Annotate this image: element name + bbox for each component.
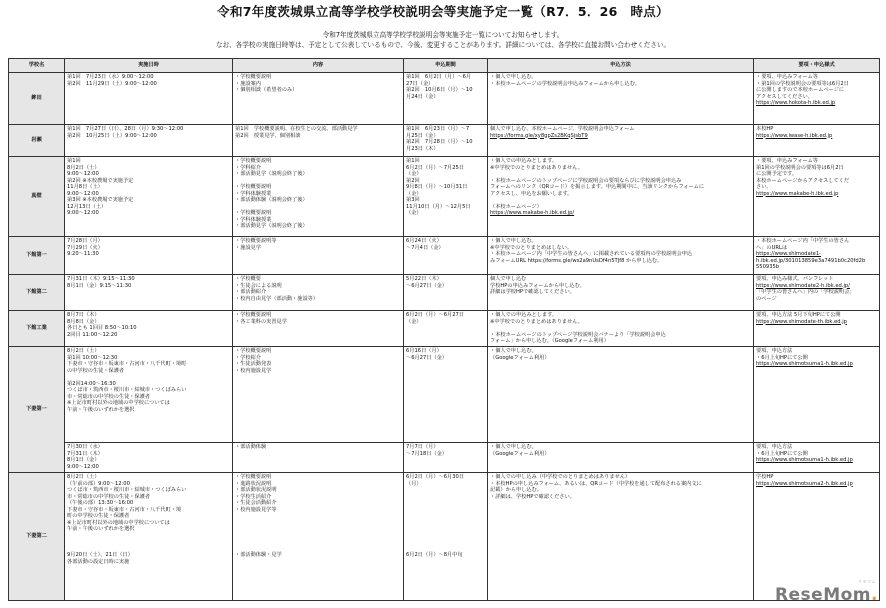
datetime-cell <box>65 311 233 347</box>
method-line: ・本校HPの申し込みフォーム、あるいは、QRコード（中学校を通して配布される案内文に <box>490 480 702 487</box>
method-line: ・本校ホームページの学校説明会申込みフォームから申し込む。 <box>490 80 641 87</box>
method-line: 学校HPの申込みフォームから申し込む。 <box>490 282 585 289</box>
forms-line[interactable]: https://www.shimotsuma1-h.ibk.ed.jp <box>756 457 853 463</box>
forms-line: 学校HP <box>756 474 774 480</box>
method-line: ・個人での申し込み（中学校でのとりまとめはありません） <box>490 474 631 480</box>
content-cell <box>233 473 404 601</box>
datetime-line: （午前の部）9:00～12:00 <box>67 480 130 487</box>
datetime-line: 各日とも 1回目 8:50～10:10 <box>67 325 137 331</box>
period-line: 第1回 <box>406 158 420 164</box>
period-line: （金） <box>406 190 422 197</box>
method-line: ・本校ホームページ内「中学生の皆さんへ」に掲載されている要項内の学校説明会申込 <box>490 251 693 257</box>
content-line: ・進路状況説明 <box>235 480 272 487</box>
method-cell <box>488 237 754 275</box>
table-row <box>9 443 880 473</box>
period-line: （金） <box>406 210 422 216</box>
datetime-line: 町の中学校の生徒・保護者 <box>67 513 130 519</box>
period-line: 第3回 <box>406 197 420 203</box>
content-line: ・学校生活紹介 <box>235 493 272 500</box>
method-line: （Googleフォーム利用） <box>490 450 550 457</box>
content-cell <box>233 443 404 473</box>
table-body <box>9 73 880 601</box>
method-line: ・個人で申し込む。 <box>490 238 537 244</box>
forms-line[interactable]: https://www.shimodate1- <box>756 251 822 257</box>
page-title: 令和7年度茨城県立高等学校学校説明会等実施予定一覧（R7．5．26 時点） <box>217 4 669 19</box>
period-line: 月25日（金） <box>406 132 439 139</box>
table-row <box>9 73 880 125</box>
content-line: ・部活動見学（説明会終了後） <box>235 171 308 177</box>
period-cell <box>404 157 488 237</box>
method-cell <box>488 275 754 311</box>
datetime-line: 8月8日（金） <box>67 318 100 325</box>
content-line: ・学校概要説明 <box>235 210 272 216</box>
datetime-line: 9月20日（土）、21日（日） <box>67 552 133 558</box>
table-row <box>9 473 880 601</box>
datetime-line: の中学校の生徒・保護者 <box>67 367 125 374</box>
forms-line: に公開しますので本校ホームページに <box>756 87 845 93</box>
content-line: ・学校概要 <box>235 276 261 282</box>
forms-line[interactable]: https://www.shimodate2-h.ibk.ed.jp/ <box>756 282 850 289</box>
content-line: ・学校概要説明等 <box>235 238 277 244</box>
intro-line: なお、各学校の実施日時等は、予定として公表しているもので、今後、変更することがあります。詳細については、各学校に直接お問い合わせください。 <box>215 41 671 49</box>
forms-cell <box>754 347 880 443</box>
period-line: 9月8日（月）～10月31日 <box>406 184 468 190</box>
content-line: ・部活動体験・見学 <box>235 552 282 558</box>
datetime-line: 第2回14:00～16:30 <box>67 380 116 387</box>
datetime-line: 下妻市・守谷市・坂東市・古河市・八千代町・境 <box>67 506 182 513</box>
datetime-line: つくば市・筑西市・桜川市・結城市・つくばみらい <box>67 487 187 493</box>
table-row <box>9 347 880 443</box>
period-cell <box>404 347 488 443</box>
forms-line: ・6月上旬HPにて公開 <box>756 450 808 457</box>
method-line: ※中学校でのとりまとめはありません。 <box>490 318 583 325</box>
forms-cell <box>754 73 880 125</box>
forms-line: h.ibk.ed.jp/301013859e3a7491b0c20fd2b <box>756 257 866 264</box>
method-line: ・個人で申し込む。 <box>490 444 537 450</box>
period-line: 第2回 10月6日（月）～10 <box>406 87 473 93</box>
table-row <box>9 237 880 275</box>
datetime-line: 11月8日（土） <box>67 184 103 190</box>
header-method: 申込方法 <box>488 59 754 73</box>
datetime-line: 第2回 10月25日（土）9:00～12:00 <box>67 132 157 139</box>
period-line: 6月24日（火） <box>406 238 442 244</box>
method-line: 個人で申し込む。本校ホームページ、学校説明会申込フォーム <box>490 126 635 132</box>
content-line: ・学校概要説明 <box>235 74 272 80</box>
method-line: ・詳細は、学校HPで確認ください。 <box>490 493 575 500</box>
method-line: 記載）から申し込む。 <box>490 487 542 493</box>
content-line: ・学校概要説明 <box>235 312 272 318</box>
forms-cell <box>754 125 880 157</box>
period-line: ～7月18日（金） <box>406 450 448 457</box>
table-header-row <box>9 59 880 73</box>
forms-line[interactable]: https://www.shimotsuma2-h.ibk.ed.jp <box>756 480 853 487</box>
datetime-line: 9:00～12:00 <box>67 171 99 177</box>
content-line: ・学校概要説明 <box>235 474 272 480</box>
forms-line: 第1回の学校説明会の要項等は6月2日 <box>756 164 844 171</box>
table-row <box>9 157 880 237</box>
intro-text <box>0 30 886 50</box>
period-cell <box>404 311 488 347</box>
datetime-line: 第1回 <box>67 158 81 164</box>
period-line: （金） <box>406 318 422 325</box>
content-line: ・生徒活動発表 <box>235 361 272 367</box>
forms-line: ・第1回の学校説明会の要項等は6月2日 <box>756 80 849 87</box>
datetime-line: 8月7日（木） <box>67 312 100 318</box>
school-name-cell: 下妻第二 <box>9 473 65 601</box>
forms-cell <box>754 275 880 311</box>
method-line: フォーム」から申し込む。（Googleフォーム利用） <box>490 338 609 344</box>
datetime-cell <box>65 347 233 443</box>
method-line: （本校ホームページ） <box>490 203 542 210</box>
period-line: 7月7日（月） <box>406 444 439 450</box>
forms-line[interactable]: https://www.makabe-h.ibk.ed.jp <box>756 190 839 197</box>
forms-line: ・本校ホームページ内「中学生の皆さん <box>756 238 850 244</box>
method-line: ※中学校でのとりまとめはしない。 <box>490 244 573 251</box>
content-cell <box>233 275 404 311</box>
forms-line: ・要項、申込みフォーム等 <box>756 158 818 164</box>
content-cell <box>233 73 404 125</box>
method-line: ・本校ホームページのトップページ学校説明会バナーより「学校説明会申込 <box>490 331 666 338</box>
datetime-line: 9:00～12:00 <box>67 463 99 470</box>
datetime-line: 7月31日（木） <box>67 450 103 457</box>
period-line: 6月2日（月）～6月27日 <box>406 312 465 318</box>
content-line: ・校内自由見学（部活動・施設等） <box>235 295 319 302</box>
method-line: ・本校ホームページのトップページに学校説明会の要項ならびに学校説明会申込み <box>490 177 682 184</box>
datetime-line: 7月28日（月） <box>67 238 103 244</box>
table-row <box>9 275 880 311</box>
datetime-cell <box>65 473 233 601</box>
content-line: ・生徒会活動紹介 <box>235 500 277 506</box>
datetime-line: 午前・午後のいずれかを選択 <box>67 526 135 532</box>
school-name-cell: 岩瀬 <box>9 125 65 157</box>
content-line: ・校内施設見学 <box>235 367 272 374</box>
forms-cell <box>754 157 880 237</box>
content-cell <box>233 237 404 275</box>
period-cell <box>404 237 488 275</box>
logo-dot: . <box>871 585 878 605</box>
method-cell <box>488 73 754 125</box>
forms-cell <box>754 237 880 275</box>
datetime-line: 12月13日（土） <box>67 203 107 210</box>
content-line: ・部活動体験（説明会終了後） <box>235 197 308 203</box>
school-name-cell: 真壁 <box>9 157 65 237</box>
datetime-cell <box>65 73 233 125</box>
forms-line[interactable]: https://www.shimodate-th.ibk.ed.jp <box>756 318 847 325</box>
resemom-logo <box>774 579 878 605</box>
datetime-line: 午前・午後のいずれかを選択 <box>67 406 135 413</box>
forms-line: 要項、申込方法 <box>756 444 793 450</box>
datetime-line: 9:00～12:00 <box>67 210 99 216</box>
content-line: ・学校概要説明 <box>235 184 272 190</box>
forms-line: ・要項、申込みフォーム等 <box>756 74 818 80</box>
method-line: フォームへのリンク（QRコード）を掲示します。申込期間中に、当該リンクからフォームに <box>490 184 705 190</box>
datetime-line: 7月29日（火） <box>67 244 103 251</box>
forms-line: ・6月上旬HPにて公開 <box>756 354 808 361</box>
datetime-line: 市・常総市の中学校の生徒・保護者 <box>67 493 151 500</box>
period-line: 第1回 6月2日（月）～6月 <box>406 74 472 80</box>
content-line: 第1回 学校概要説明、在校生との交流、部活動見学 <box>235 126 358 132</box>
content-line: 第2回 授業見学、個別相談 <box>235 132 301 139</box>
datetime-line: つくば市・筑西市・桜川市・結城市・つくばみらい <box>67 387 187 393</box>
method-line: ・個人で申し込む。 <box>490 348 537 354</box>
datetime-line: 第1回 10:00～12:30 <box>67 354 118 361</box>
content-line: ・施設見学 <box>235 244 261 251</box>
datetime-line: 7月30日（水） <box>67 444 103 450</box>
forms-line: 要項、申込方法 <box>756 348 793 354</box>
forms-line: アクセスしてください。 <box>756 93 813 100</box>
datetime-line: 下妻市・守谷市・坂東市・古河市・八千代町・境町 <box>67 361 187 367</box>
period-cell <box>404 73 488 125</box>
content-line: ・部活動見学（説明会終了後） <box>235 223 308 229</box>
period-line: 27日（金） <box>406 80 434 87</box>
datetime-line: ※上記市町村以外の地域の中学校については <box>67 400 170 406</box>
school-name-cell: 下妻第一 <box>9 347 65 473</box>
forms-line[interactable]: https://www.hokota-h.ibk.ed.jp <box>756 100 836 106</box>
datetime-line: 8月2日（土） <box>67 164 100 171</box>
period-line: 6月2日（月）～8月中旬 <box>406 552 463 558</box>
school-name-cell: 鉾田 <box>9 73 65 125</box>
schedule-table <box>8 58 880 601</box>
forms-line: へ」のURLは <box>756 244 788 251</box>
logo-text: ReseMom <box>774 585 872 605</box>
header-forms: 要項・申込様式 <box>754 59 880 73</box>
method-line: 個人で申し込む <box>490 276 527 282</box>
datetime-line: 8月2日（土） <box>67 474 100 480</box>
method-line: ※中学校でのとりまとめはありません。 <box>490 164 583 171</box>
header-school: 学校名 <box>9 59 65 73</box>
period-line: 第2回 7月28日（月）～10 <box>406 139 473 145</box>
datetime-line: 第1回 7月27日（日）、28日（月）9:30～12:00 <box>67 126 184 132</box>
method-line: アクセスし、申込をお願いします。 <box>490 190 573 197</box>
forms-line[interactable]: https://www.iwase-h.ibk.ed.jp <box>756 132 833 139</box>
method-cell <box>488 311 754 347</box>
header-content: 内容 <box>233 59 404 73</box>
content-line: ・生徒会による説明 <box>235 282 282 289</box>
datetime-line: 市・常総市の中学校の生徒・保護者 <box>67 393 151 400</box>
content-line: ・部活動体験 <box>235 444 267 450</box>
period-line: ～7月4日（金） <box>406 244 444 251</box>
forms-line: 要項、申込み様式、パンフレット <box>756 276 834 282</box>
method-cell <box>488 473 754 601</box>
school-name-cell: 下館第一 <box>9 237 65 275</box>
datetime-cell <box>65 237 233 275</box>
period-line: 第2回 <box>406 177 420 184</box>
method-line: みフォームURL https://forms.gle/ws2a9nUsDf4n5TJf8 から申し込む。 <box>490 257 663 264</box>
period-cell <box>404 125 488 157</box>
forms-line: のページ <box>756 295 777 302</box>
datetime-line: 第2回 11月29日（土）9:00～12:00 <box>67 80 157 87</box>
content-line: ・学校概要説明 <box>235 348 272 354</box>
content-line: ・部活動状況説明 <box>235 487 277 493</box>
content-cell <box>233 157 404 237</box>
method-line[interactable]: https://www.makabe-h.ibk.ed.jp/ <box>490 210 575 216</box>
datetime-cell <box>65 125 233 157</box>
forms-line: 要項、申込方法 5月下旬HPにて公開 <box>756 312 841 318</box>
forms-line[interactable]: https://www.shimotsuma1-h.ibk.ed.jp <box>756 361 853 367</box>
content-line: ・個別相談（希望者のみ） <box>235 87 298 93</box>
period-line: 5月22日（木） <box>406 276 442 282</box>
method-line: ・個人での申込みとします。 <box>490 158 558 164</box>
method-line: （Googleフォーム利用） <box>490 354 550 361</box>
content-line: ・学科体験授業 <box>235 216 272 223</box>
datetime-line: 8月1日（金） <box>67 457 100 463</box>
content-line: ・学科体験授業 <box>235 190 272 197</box>
forms-line: に公開予定です。 <box>756 171 798 177</box>
period-line: （月） <box>406 480 422 487</box>
datetime-line: 第3回 ※本校農場で実施予定 <box>67 197 134 203</box>
method-cell <box>488 157 754 237</box>
method-line: 詳細は学校HPで確認してください。 <box>490 289 575 295</box>
period-line: 6月2日（月）～6月30日 <box>406 474 465 480</box>
datetime-line: 9:20～11:30 <box>67 251 99 257</box>
table-row <box>9 125 880 157</box>
table-row <box>9 311 880 347</box>
method-cell <box>488 125 754 157</box>
datetime-cell <box>65 157 233 237</box>
period-line: 11月10日（月）～12月5日 <box>406 203 471 210</box>
datetime-line: 2回目 11:00～12:20 <box>67 331 118 338</box>
method-cell <box>488 347 754 443</box>
datetime-line: 8月1日（金）9:15～11:30 <box>67 282 132 289</box>
intro-line: 令和7年度茨城県立高等学校学校説明会等実施予定一覧についてお知らせします。 <box>322 31 564 39</box>
period-line: 6月16日（月） <box>406 348 442 354</box>
content-line: ・部活動紹介 <box>235 289 267 295</box>
forms-line: 本校HP <box>756 126 774 132</box>
content-cell <box>233 311 404 347</box>
datetime-line: 7月31日（木）9:15～11:30 <box>67 276 135 282</box>
period-line: 6月2日（月）～7月25日 <box>406 164 465 171</box>
content-line: ・各工業科の実習見学 <box>235 318 287 325</box>
content-line: ・校内施設見学等 <box>235 506 277 513</box>
forms-line: さい。 <box>756 184 772 190</box>
content-cell <box>233 125 404 157</box>
datetime-line: ※上記市町村以外の地域の中学校については <box>67 519 170 526</box>
school-name-cell: 下館工業 <box>9 311 65 347</box>
datetime-line: （午後の部）13:30～16:00 <box>67 500 134 506</box>
content-line: ・学科紹介 <box>235 164 261 171</box>
period-line: 第1回 6月23日（月）～7 <box>406 126 470 132</box>
method-cell <box>488 443 754 473</box>
datetime-line: 各部活動の設定日時に実施 <box>67 558 130 565</box>
content-line: ・学校紹介 <box>235 354 261 361</box>
datetime-cell <box>65 275 233 311</box>
forms-cell <box>754 443 880 473</box>
content-line: ・学校概要説明 <box>235 158 272 164</box>
forms-line: 「中学生の皆さんへ」内の「学校説明会」 <box>756 289 855 295</box>
method-line: ・個人で申し込む。 <box>490 74 537 80</box>
method-line: ・個人での申込みとします。 <box>490 312 558 318</box>
period-line: ～6月27日（金） <box>406 282 448 289</box>
period-line: 月24日（金） <box>406 93 439 100</box>
datetime-cell <box>65 443 233 473</box>
datetime-line: 8月2日（土） <box>67 348 100 354</box>
forms-line: 本校ホームページからアクセスしてくだ <box>756 177 850 184</box>
forms-cell <box>754 311 880 347</box>
method-line[interactable]: https://forms.gle/xy8gpZs2BKqSjsbT9 <box>490 132 588 139</box>
header-period: 申込期間 <box>404 59 488 73</box>
logo-kana: リセマム <box>858 579 876 584</box>
period-line: ～6月27日（金） <box>406 354 448 361</box>
period-cell <box>404 275 488 311</box>
forms-line: 550935b <box>756 264 780 270</box>
datetime-line: 第2回 ※本校農場で実施予定 <box>67 177 134 184</box>
content-line: ・施設案内 <box>235 80 261 87</box>
period-line: （金） <box>406 171 422 177</box>
datetime-line: 第1回 7月23日（水）9:00～12:00 <box>67 74 154 80</box>
content-cell <box>233 347 404 443</box>
period-cell <box>404 473 488 601</box>
datetime-line: 9:00～12:00 <box>67 190 99 197</box>
header-datetime: 実施日時 <box>65 59 233 73</box>
period-line: 月23日（木） <box>406 145 439 152</box>
period-cell <box>404 443 488 473</box>
school-name-cell: 下館第二 <box>9 275 65 311</box>
